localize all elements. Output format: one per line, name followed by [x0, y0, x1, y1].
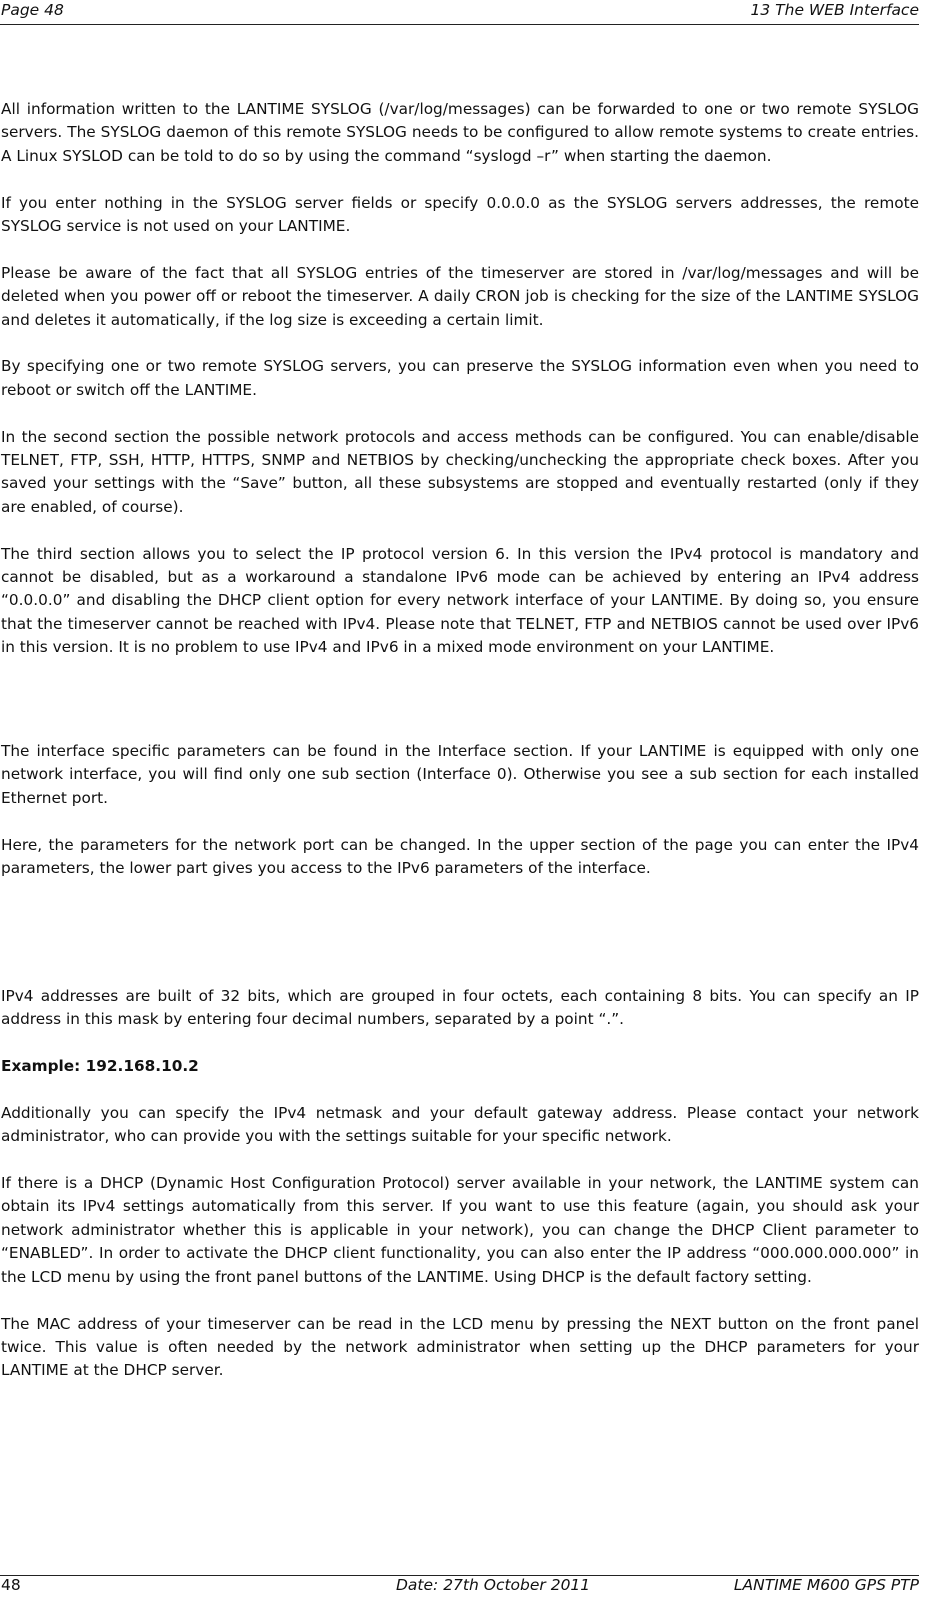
paragraph: Here, the parameters for the network port can be changed. In the upper section of the page you can enter the IPv4 parameters, the lower part gives you access to the IPv6 parameters of the interface. — [1, 835, 919, 878]
header-chapter-title: 13 The WEB Interface — [750, 1, 919, 19]
paragraph: The MAC address of your timeserver can be read in the LCD menu by pressing the NEXT button on the front panel twice. This value is often needed by the network administrator when setting up the DHCP parameters for your LANTIME at the DHCP server. — [1, 1314, 919, 1380]
section-gap — [1, 683, 919, 740]
footer-page-number: 48 — [1, 1576, 21, 1594]
ipv4-section — [1, 985, 919, 1383]
body-text — [1, 98, 919, 1406]
ip-example: Example: 192.168.10.2 — [1, 1057, 199, 1076]
paragraph: IPv4 addresses are built of 32 bits, which are grouped in four octets, each containing 8 bits. You can specify an IP address in this mask by entering four decimal numbers, separated by a point “.”. — [1, 986, 919, 1029]
section-gap — [1, 904, 919, 985]
footer-product-name: LANTIME M600 GPS PTP — [733, 1576, 919, 1594]
paragraph: In the second section the possible network protocols and access methods can be configured. You can enable/disable TELNET, FTP, SSH, HTTP, HTTPS, SNMP and NETBIOS by checking/unchecking the appropriate check boxes. After you saved your settings with the “Save” button, all these subsystems are stopped and eventually restarted (only if they are enabled, of course). — [1, 427, 919, 516]
paragraph: All information written to the LANTIME SYSLOG (/var/log/messages) can be forwarded to one or two remote SYSLOG servers. The SYSLOG daemon of this remote SYSLOG needs to be configured to allow remote systems to create entries. A Linux SYSLOD can be told to do so by using the command “syslogd –r” when starting the daemon. — [1, 100, 919, 165]
syslog-section — [1, 98, 919, 660]
paragraph: Additionally you can specify the IPv4 netmask and your default gateway address. Please contact your network administrator, who can provide you with the settings suitable for your specific network. — [1, 1103, 919, 1146]
page-footer — [0, 1575, 919, 1598]
page-header — [0, 0, 919, 25]
interface-section — [1, 740, 919, 880]
paragraph: If you enter nothing in the SYSLOG server fields or specify 0.0.0.0 as the SYSLOG servers addresses, the remote SYSLOG service is not used on your LANTIME. — [1, 193, 919, 236]
paragraph: Please be aware of the fact that all SYSLOG entries of the timeserver are stored in /var/log/messages and will be deleted when you power off or reboot the timeserver. A daily CRON job is checking for the size of the LANTIME SYSLOG and deletes it automatically, if the log size is exceeding a certain limit. — [1, 263, 919, 329]
header-page-label: Page 48 — [1, 1, 64, 19]
paragraph: By specifying one or two remote SYSLOG servers, you can preserve the SYSLOG information even when you need to reboot or switch off the LANTIME. — [1, 357, 919, 399]
paragraph: The interface specific parameters can be found in the Interface section. If your LANTIME is equipped with only one network interface, you will find only one sub section (Interface 0). Otherwise you see a sub section for each installed Ethernet port. — [1, 742, 919, 807]
paragraph: If there is a DHCP (Dynamic Host Configuration Protocol) server available in your network, the LANTIME system can obtain its IPv4 settings automatically from this server. If you want to use this feature (again, you should ask your network administrator whether this is applicable in your network), you can change the DHCP Client parameter to “ENABLED”. In order to activate the DHCP client functionality, you can also enter the IP address “000.000.000.000” in the LCD menu by using the front panel buttons of the LANTIME. Using DHCP is the default factory setting. — [1, 1174, 919, 1286]
paragraph: The third section allows you to select the IP protocol version 6. In this version the IPv4 protocol is mandatory and cannot be disabled, but as a workaround a standalone IPv6 mode can be achieved by entering an IPv4 address “0.0.0.0” and disabling the DHCP client option for every network interface of your LANTIME. By doing so, you ensure that the timeserver cannot be reached with IPv4. Please note that TELNET, FTP and NETBIOS cannot be used over IPv6 in this version. It is no problem to use IPv4 and IPv6 in a mixed mode environment on your LANTIME. — [1, 544, 919, 657]
footer-date: Date: 27th October 2011 — [396, 1576, 591, 1594]
